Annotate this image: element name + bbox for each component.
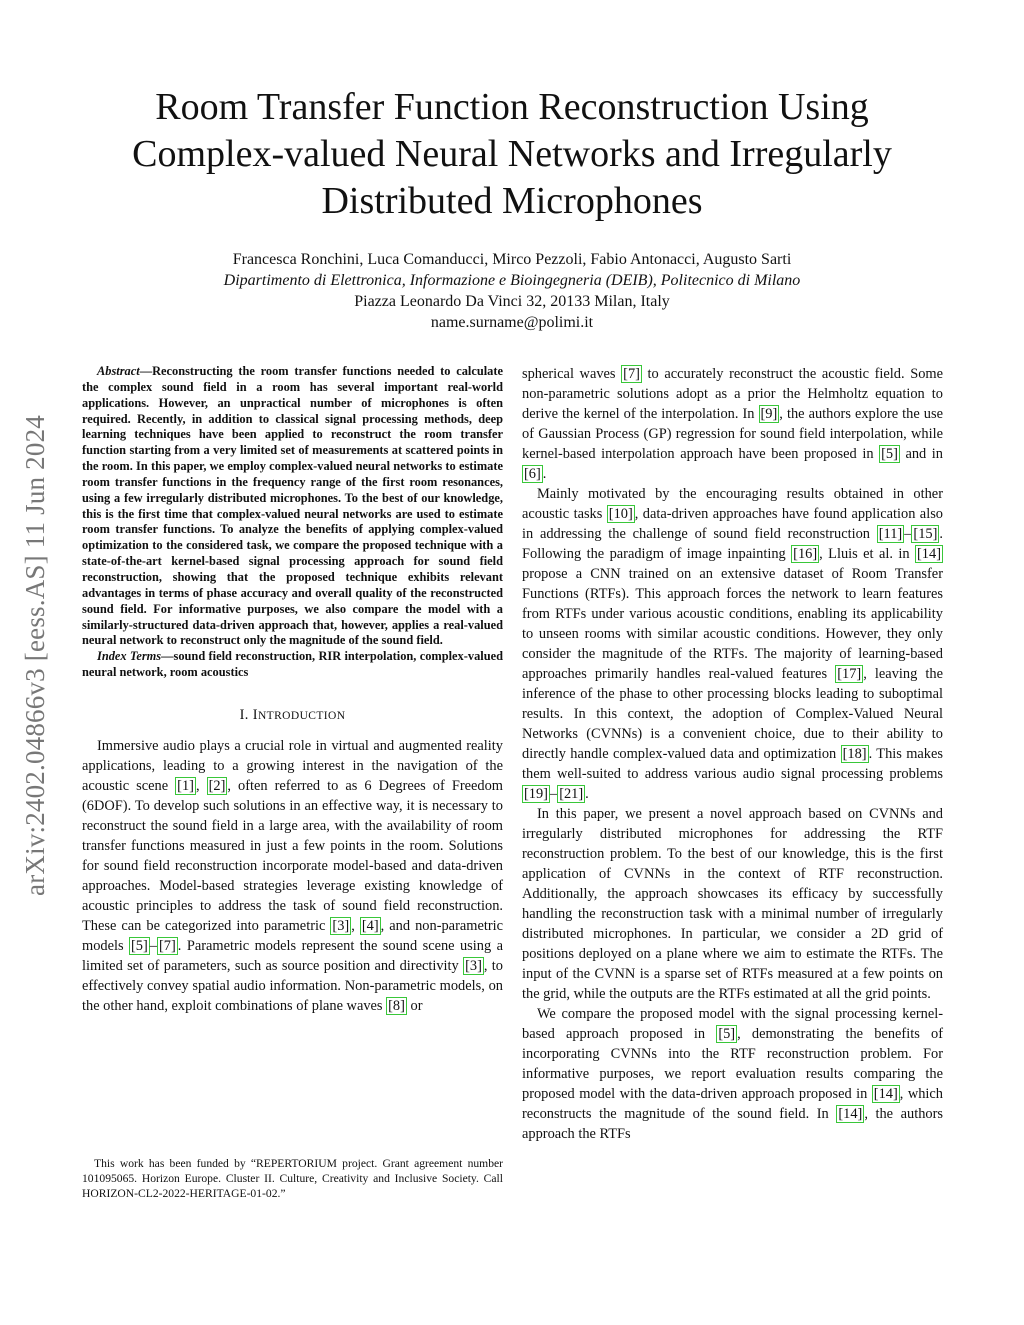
citation-link[interactable]: [9] [760,406,778,422]
citation-link[interactable]: [16] [793,546,818,562]
citation-link[interactable]: [14] [838,1106,863,1122]
affiliation: Dipartimento di Elettronica, Informazione e Bioingegneria (DEIB), Politecnico di Milano [223,272,801,289]
intro-paragraph-1: Immersive audio plays a crucial role in virtual and augmented reality applications, leading to a growing interest in the navigation of the acoustic scene [1] , [2] , often referred to as 6 Degrees of Freedom (6DOF). To develop such solutions in an effective way, it is necessary to reconstruct the sound field in a large area, with the availability of room transfer functions measured in just a few points in the room. Solutions for sound field reconstruction incorporate model-based and data-driven approaches. Model-based strategies leverage existing knowledge of acoustic principles to address the task of sound field reconstruction. These can be categorized into parametric [3] , [4] , and non-parametric models [5] – [7] . Parametric models represent the sound scene using a limited set of parameters, such as source position and directivity [3] , to effectively convey spatial audio information. Non-parametric models, on the other hand, exploit combinations of plane waves [8] or [82,737,504,1014]
citation-link[interactable]: [10] [608,506,633,522]
address: Piazza Leonardo Da Vinci 32, 20133 Milan, Italy [354,293,670,310]
funding-footnote [82,1156,503,1201]
abstract-label: Abstract [97,364,140,378]
abstract-text: Reconstructing the room transfer functions needed to calculate the complex sound field in a room has several important real-world applications. However, an unpractical number of microphones is often required. Recently, in addition to classical signal processing methods, deep learning techniques have been applied to reconstruct the room transfer function starting from a very limited set of measurements at scattered points in the room. In this paper, we employ complex-valued neural networks to estimate room transfer functions in the frequency range of the first room resonances, using a few irregularly distributed microphones. To the best of our knowledge, this is the first time that complex-valued neural networks are used to estimate room transfer functions. To analyze the benefits of applying complex-valued optimization to the considered task, we compare the proposed technique with a state-of-the-art kernel-based signal processing approach for sound field reconstruction, showing that the proposed technique exhibits relevant advantages in terms of phase accuracy and overall quality of the reconstructed sound field. For informative purposes, we also compare the model with a similarly-structured data-driven approach that, however, applies a real-valued neural network to reconstruct only the magnitude of the sound field. [82,364,503,648]
footnote-text: This work has been funded by “REPERTORIUM project. Grant agreement number 101095065. Horizon Europe. Cluster II. Culture, Creativity and Inclusive Society. Call HORIZON-CL2-2022-HERITAGE-01-02.” [82,1157,503,1200]
citation-link[interactable]: [1] [177,777,194,794]
citation-link[interactable]: [14] [873,1086,898,1102]
abstract: Abstract—Reconstructing the room transfer functions needed to calculate the complex sound field in a room has several important real-world applications. However, an unpractical number of microphones is often required. Recently, in addition to classical signal processing methods, deep learning techniques have been applied to reconstruct the room transfer function starting from a very limited set of measurements at scattered points in the room. In this paper, we employ complex-valued neural networks to estimate room transfer functions in the frequency range of the first room resonances, using a few irregularly distributed microphones. To the best of our knowledge, this is the first time that complex-valued neural networks are used to estimate room transfer functions. To analyze the benefits of applying complex-valued optimization to the considered task, we compare the proposed technique with a state-of-the-art kernel-based signal processing approach for sound field reconstruction, showing that the proposed technique exhibits relevant advantages in terms of phase accuracy and overall quality of the reconstructed sound field. For informative purposes, we also compare the model with a similarly-structured data-driven approach that, however, applies a real-valued neural network to reconstruct only the magnitude of the sound field. Index Terms—sound field reconstruction, RIR interpolation, complex-valued neural network, room acoustics [82,364,503,680]
email: name.surname@polimi.it [430,314,594,331]
arxiv-id-text: arXiv:2402.04866v3 [eess.AS] 11 Jun 2024 [19,414,50,896]
citation-link[interactable]: [15] [913,526,938,542]
index-terms: sound field reconstruction, RIR interpolation, complex-valued neural network, room acoustics [82,649,503,680]
right-paragraph-1: spherical waves [7] to accurately reconstruct the acoustic field. Some non-parametric solutions adopt as a prior the Helmholtz equation to derive the kernel of the interpolation. In [9] , the authors explore the use of Gaussian Process (GP) regression for sound field interpolation, while kernel-based interpolation approach have been proposed in [5] and in [6] . [522,366,943,482]
citation-link[interactable]: [7] [623,366,640,382]
right-paragraph-2: Mainly motivated by the encouraging results obtained in other acoustic tasks [10] , data-driven approaches have found application also in addressing the challenge of sound field reconstruction [11] – [15] . Following the paradigm of image inpainting [16] , Lluis et al. in [14] propose a CNN trained on an extensive dataset of Room Transfer Functions (RTFs). This approach forces the network to learn features from RTFs under various acoustic conditions, enabling its applicability to unseen rooms with similar acoustic conditions. However, they only consider the magnitude of the RTFs. The majority of learning-based approaches primarily handles real-valued features [17] , leaving the inference of the phase to other processing blocks leading to suboptimal results. In this context, the adoption of Complex-Valued Neural Networks (CVNNs) is a convenient choice, due to their ability to directly handle complex-valued data and optimization [18] . This makes them well-suited to address various audio signal processing problems [19] – [21] . [522,486,944,802]
citation-link[interactable]: [6] [524,466,541,482]
citation-link[interactable]: [5] [131,937,148,954]
arxiv-identifier-stamp [14,350,56,960]
author-names: Francesca Ronchini, Luca Comanducci, Mirco Pezzoli, Fabio Antonacci, Augusto Sarti [232,251,792,268]
citation-link[interactable]: [17] [837,666,862,682]
citation-link[interactable]: [21] [559,786,584,802]
citation-link[interactable]: [5] [718,1026,736,1042]
index-terms-label: Index Terms [97,649,162,664]
citation-link[interactable]: [3] [465,957,482,974]
citation-link[interactable]: [4] [361,917,379,934]
right-paragraph-3: In this paper, we present a novel approach based on CVNNs and irregularly distributed microphones for addressing the RTF reconstruction problem. To the best of our knowledge, this is the first application of CVNNs in the context of RTF reconstruction. Additionally, the approach showcases its efficacy by successfully handling the reconstruction task with a minimal number of irregularly distributed microphones. In particular, we consider a 2D grid of positions deployed on a plane where we aim to estimate the RTFs. The input of the CVNN is a sparse set of RTFs measured at a few points on the grid, while the outputs are the RTFs estimated at all the grid points. [522,806,943,1002]
citation-link[interactable]: [8] [388,997,405,1014]
right-paragraph-4: We compare the proposed model with the signal processing kernel-based approach proposed in [5] , demonstrating the benefits of incorporating CVNNs into the RTF reconstruction problem. For informative purposes, we report evaluation results comparing the proposed model with the data-driven approach proposed in [14] , which reconstructs the magnitude of the sound field. In [14] , the authors approach the RTFs [522,1006,943,1142]
section-heading-introduction: I. INTRODUCTION [239,706,346,723]
citation-link[interactable]: [2] [208,777,226,794]
citation-link[interactable]: [7] [159,937,176,954]
citation-link[interactable]: [18] [842,746,867,762]
citation-link[interactable]: [19] [524,786,548,802]
right-column [522,364,943,1144]
citation-link[interactable]: [3] [332,917,350,934]
citation-link[interactable]: [5] [881,446,898,462]
citation-link[interactable]: [14] [917,546,941,562]
author-block [100,249,924,333]
citation-link[interactable]: [11] [878,526,903,542]
paper-title: Room Transfer Function Reconstruction Using Complex-valued Neural Networks and Irregularly Distributed Microphones [132,86,892,222]
left-column [82,364,503,1016]
